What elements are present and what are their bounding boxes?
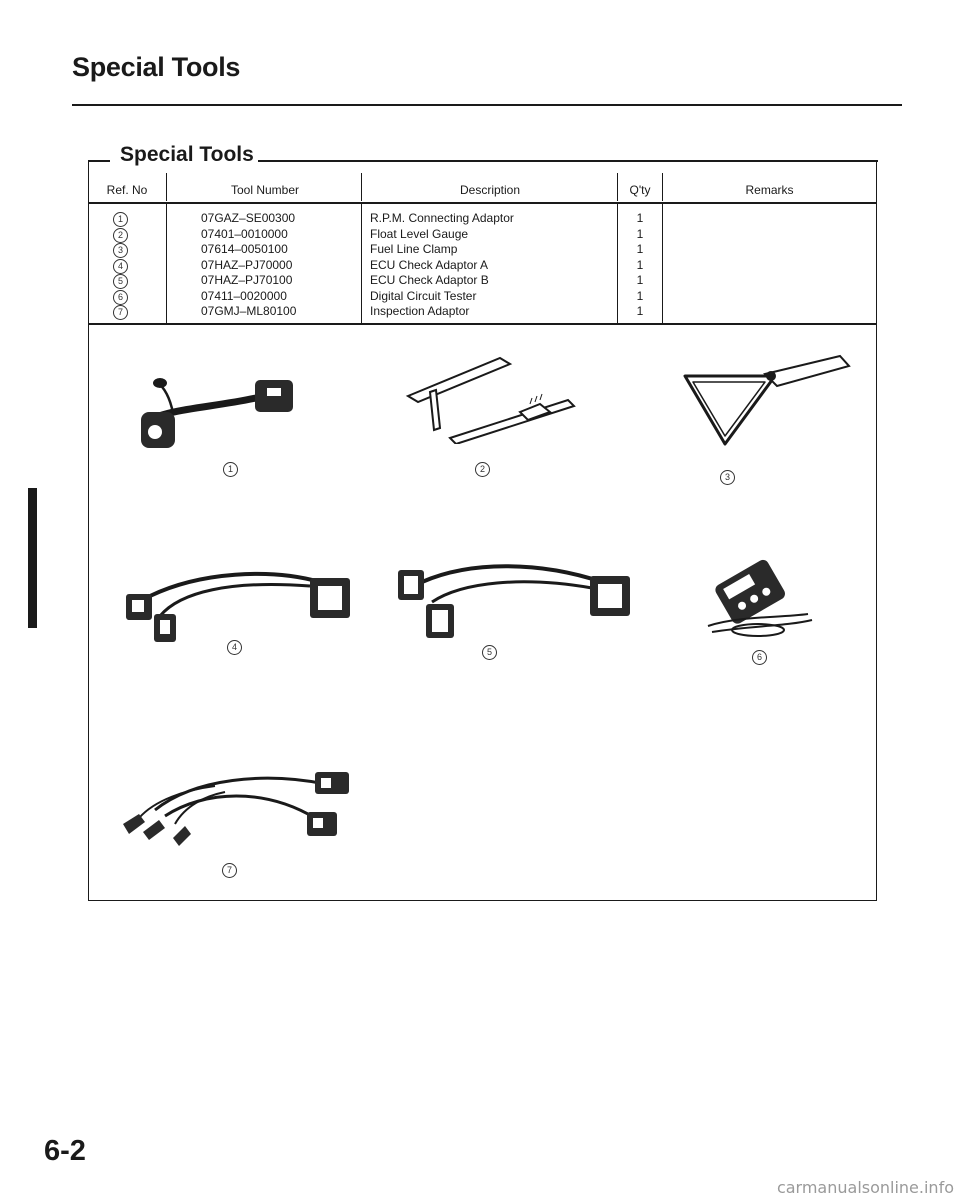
figure-label-2: 2 xyxy=(475,462,490,477)
table-row xyxy=(113,211,128,227)
description: Inspection Adaptor xyxy=(370,304,470,318)
tool-number: 07GMJ–ML80100 xyxy=(201,304,297,318)
header-divider xyxy=(617,173,618,201)
figure-label-4: 4 xyxy=(227,640,242,655)
qty: 1 xyxy=(636,288,644,303)
fuel-line-clamp-illustration xyxy=(665,352,855,452)
header-divider xyxy=(166,173,167,201)
ref-number: 3 xyxy=(113,243,128,258)
tool-number: 07614–0050100 xyxy=(201,242,288,256)
ref-column xyxy=(113,211,128,320)
body-divider xyxy=(166,203,167,323)
ecu-check-adaptor-a-illustration xyxy=(120,556,360,648)
header-divider xyxy=(662,173,663,201)
description: Fuel Line Clamp xyxy=(370,242,458,256)
table-row xyxy=(113,273,128,289)
watermark: carmanualsonline.info xyxy=(776,1178,954,1197)
tool-number-column xyxy=(201,211,296,320)
qty-column xyxy=(619,211,661,320)
ref-number: 6 xyxy=(113,290,128,305)
rpm-adaptor-illustration xyxy=(135,368,310,458)
description: Digital Circuit Tester xyxy=(370,288,477,303)
ref-number: 2 xyxy=(113,228,128,243)
body-divider xyxy=(662,203,663,323)
header-remarks: Remarks xyxy=(745,183,794,197)
ecu-check-adaptor-b-illustration xyxy=(392,552,637,648)
tool-number: 07411–0020000 xyxy=(201,288,287,303)
ref-number: 7 xyxy=(113,305,128,320)
header-tool-number: Tool Number xyxy=(230,183,300,197)
table-row xyxy=(113,289,128,305)
page-number: 6-2 xyxy=(44,1135,86,1167)
qty: 1 xyxy=(636,273,644,287)
table-row xyxy=(113,242,128,258)
header-ref-no: Ref. No xyxy=(106,183,148,197)
header-rule xyxy=(89,202,876,204)
ref-number: 4 xyxy=(113,259,128,274)
body-divider xyxy=(617,203,618,323)
float-level-gauge-illustration xyxy=(400,352,580,444)
tool-number: 07401–0010000 xyxy=(201,226,288,241)
figure-label-3: 3 xyxy=(720,470,735,485)
inspection-adaptor-illustration xyxy=(115,760,360,852)
description-column xyxy=(370,211,514,320)
tool-number: 07GAZ–SE00300 xyxy=(201,211,296,225)
ref-number: 5 xyxy=(113,274,128,289)
qty: 1 xyxy=(636,304,644,318)
header-description: Description xyxy=(459,183,521,197)
title-rule xyxy=(72,104,902,106)
figure-label-6: 6 xyxy=(752,650,767,665)
description: ECU Check Adaptor B xyxy=(370,273,489,287)
table-row xyxy=(113,258,128,274)
figure-label-7: 7 xyxy=(222,863,237,878)
header-divider xyxy=(361,173,362,201)
digital-circuit-tester-illustration xyxy=(688,556,818,644)
qty: 1 xyxy=(636,211,644,225)
tool-number: 07HAZ–PJ70000 xyxy=(201,257,293,272)
table-row xyxy=(113,304,128,320)
table-bottom-rule xyxy=(89,323,876,325)
figure-label-1: 1 xyxy=(223,462,238,477)
description: ECU Check Adaptor A xyxy=(370,257,489,272)
figure-label-5: 5 xyxy=(482,645,497,660)
tool-number: 07HAZ–PJ70100 xyxy=(201,273,293,287)
ref-number: 1 xyxy=(113,212,128,227)
description: R.P.M. Connecting Adaptor xyxy=(370,211,514,225)
header-qty: Q'ty xyxy=(629,183,651,197)
table-row xyxy=(113,227,128,243)
page-title: Special Tools xyxy=(72,52,241,82)
section-tab-marker xyxy=(28,488,37,628)
qty: 1 xyxy=(636,226,644,241)
description: Float Level Gauge xyxy=(370,226,469,241)
qty: 1 xyxy=(636,242,644,256)
body-divider xyxy=(361,203,362,323)
section-title: Special Tools xyxy=(118,143,258,167)
table-header-row xyxy=(89,171,876,203)
qty: 1 xyxy=(636,257,644,272)
